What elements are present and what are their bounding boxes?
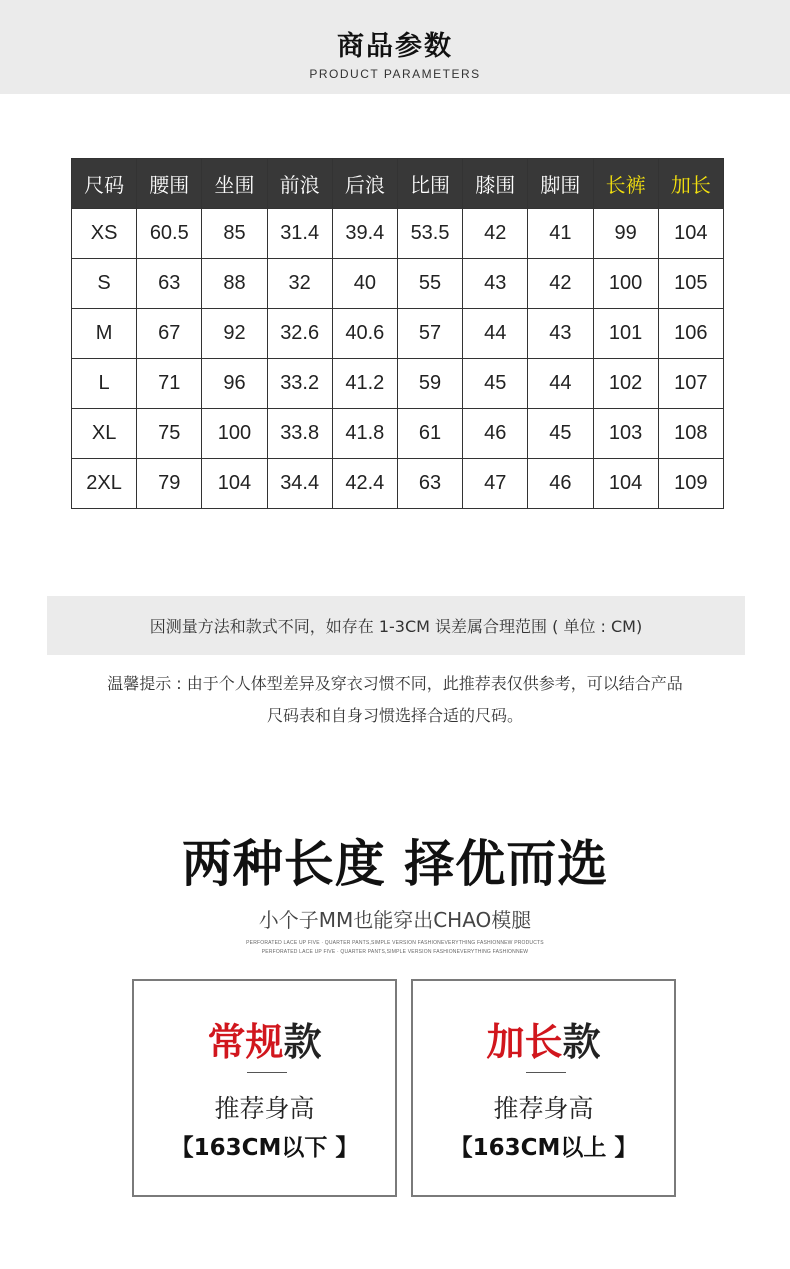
measurement-cell: 67	[137, 309, 202, 359]
measurement-cell: 47	[463, 459, 528, 509]
measurement-cell: 32	[267, 259, 332, 309]
measurement-cell: 61	[397, 409, 462, 459]
measurement-cell: 88	[202, 259, 267, 309]
size-tip-line-2: 尺码表和自身习惯选择合适的尺码。	[266, 706, 523, 725]
measurement-cell: 45	[463, 359, 528, 409]
table-row	[72, 209, 724, 259]
card-label: 推荐身高	[493, 1094, 594, 1123]
col-header-front-rise: 前浪	[267, 159, 332, 209]
measurement-cell: 44	[528, 359, 593, 409]
measurement-cell: 32.6	[267, 309, 332, 359]
measurement-cell: 41.8	[332, 409, 397, 459]
measurement-cell: 79	[137, 459, 202, 509]
measurement-cell: 39.4	[332, 209, 397, 259]
size-tip-line-1: 温馨提示 : 由于个人体型差异及穿衣习惯不同，此推荐表仅供参考，可以结合产品	[107, 674, 683, 693]
size-cell: S	[72, 259, 137, 309]
card-title-accent: 加长	[486, 1020, 563, 1064]
measurement-cell: 41.2	[332, 359, 397, 409]
decorative-caption-line-1: PERFORATED LACE UP FIVE · QUARTER PANTS,SIMPLE VERSION FASHIONEVERYTHING FASHIONNEW PRODUCTS	[246, 940, 544, 946]
col-header-regular-length: 长裤	[593, 159, 658, 209]
measurement-cell: 101	[593, 309, 658, 359]
measurement-cell: 103	[593, 409, 658, 459]
size-cell: XL	[72, 409, 137, 459]
long-length-card	[411, 979, 676, 1197]
measurement-cell: 57	[397, 309, 462, 359]
size-table	[71, 158, 724, 509]
measurement-cell: 40	[332, 259, 397, 309]
measurement-cell: 59	[397, 359, 462, 409]
length-section-subtitle: 小个子MM也能穿出CHAO模腿	[258, 908, 532, 932]
card-title-suffix: 款	[562, 1020, 601, 1064]
measurement-cell: 71	[137, 359, 202, 409]
measurement-cell: 41	[528, 209, 593, 259]
size-tip	[60, 668, 730, 732]
size-table-body	[72, 209, 724, 509]
measurement-cell: 92	[202, 309, 267, 359]
size-cell: XS	[72, 209, 137, 259]
measurement-cell: 75	[137, 409, 202, 459]
measurement-cell: 96	[202, 359, 267, 409]
measurement-cell: 46	[463, 409, 528, 459]
measurement-cell: 102	[593, 359, 658, 409]
card-title	[134, 1011, 395, 1066]
measurement-cell: 106	[658, 309, 723, 359]
card-title	[413, 1011, 674, 1066]
regular-length-card	[132, 979, 397, 1197]
measurement-cell: 100	[593, 259, 658, 309]
measurement-cell: 42.4	[332, 459, 397, 509]
measurement-cell: 33.8	[267, 409, 332, 459]
measurement-cell: 104	[593, 459, 658, 509]
card-height-range: 【163CM以下 】	[170, 1135, 359, 1161]
measurement-cell: 44	[463, 309, 528, 359]
table-row	[72, 309, 724, 359]
measurement-cell: 104	[658, 209, 723, 259]
measurement-cell: 109	[658, 459, 723, 509]
measurement-cell: 46	[528, 459, 593, 509]
card-label: 推荐身高	[214, 1094, 315, 1123]
length-section-title: 两种长度 择优而选	[181, 835, 609, 893]
col-header-hip: 坐围	[202, 159, 267, 209]
card-title-suffix: 款	[283, 1020, 322, 1064]
measurement-cell: 34.4	[267, 459, 332, 509]
page-title: 商品参数	[337, 31, 453, 62]
page-subtitle: PRODUCT PARAMETERS	[309, 67, 481, 81]
col-header-back-rise: 后浪	[332, 159, 397, 209]
table-row	[72, 359, 724, 409]
measurement-cell: 42	[528, 259, 593, 309]
col-header-long-length: 加长	[658, 159, 723, 209]
size-cell: 2XL	[72, 459, 137, 509]
col-header-waist: 腰围	[137, 159, 202, 209]
size-cell: L	[72, 359, 137, 409]
table-row	[72, 409, 724, 459]
card-title-accent: 常规	[207, 1020, 284, 1064]
measurement-cell: 100	[202, 409, 267, 459]
measurement-cell: 43	[463, 259, 528, 309]
measurement-cell: 60.5	[137, 209, 202, 259]
card-height-range: 【163CM以上 】	[449, 1135, 638, 1161]
measurement-cell: 85	[202, 209, 267, 259]
measurement-cell: 108	[658, 409, 723, 459]
measurement-cell: 43	[528, 309, 593, 359]
measurement-cell: 45	[528, 409, 593, 459]
measurement-cell: 105	[658, 259, 723, 309]
decorative-caption-line-2: PERFORATED LACE UP FIVE · QUARTER PANTS,SIMPLE VERSION FASHIONEVERYTHING FASHIONNEW	[261, 949, 529, 955]
col-header-knee: 膝围	[463, 159, 528, 209]
col-header-hem: 脚围	[528, 159, 593, 209]
measurement-cell: 31.4	[267, 209, 332, 259]
measurement-note: 因测量方法和款式不同，如存在 1-3CM 误差属合理范围 ( 单位 : CM)	[149, 617, 643, 636]
card-divider	[247, 1072, 287, 1073]
table-row	[72, 459, 724, 509]
measurement-cell: 33.2	[267, 359, 332, 409]
col-header-size: 尺码	[72, 159, 137, 209]
measurement-cell: 63	[137, 259, 202, 309]
measurement-cell: 104	[202, 459, 267, 509]
measurement-cell: 107	[658, 359, 723, 409]
card-divider	[526, 1072, 566, 1073]
measurement-cell: 42	[463, 209, 528, 259]
measurement-cell: 53.5	[397, 209, 462, 259]
measurement-cell: 55	[397, 259, 462, 309]
size-cell: M	[72, 309, 137, 359]
measurement-cell: 99	[593, 209, 658, 259]
table-row	[72, 259, 724, 309]
measurement-cell: 40.6	[332, 309, 397, 359]
size-table-header-row	[72, 159, 724, 209]
measurement-cell: 63	[397, 459, 462, 509]
col-header-thigh: 比围	[397, 159, 462, 209]
